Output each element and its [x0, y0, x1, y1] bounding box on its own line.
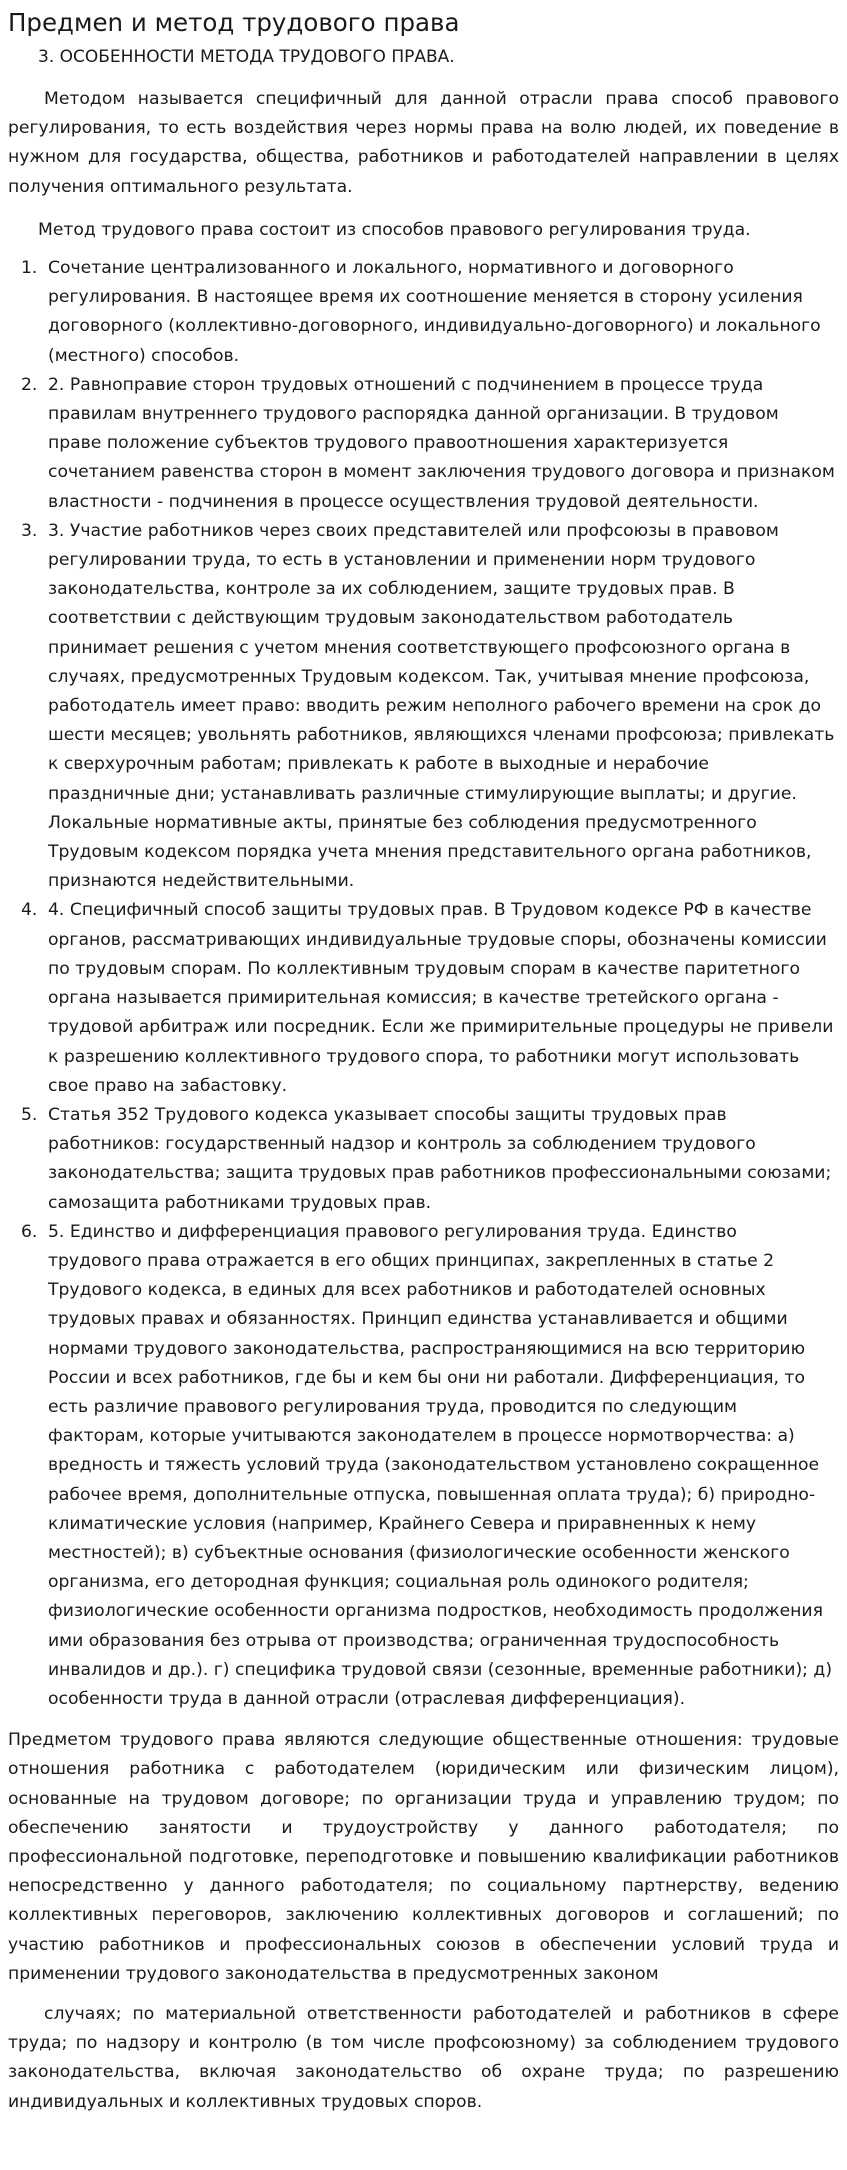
list-item-text: Сочетание централизованного и локального, нормативного и договорного регулирования. В настоящее время их соотношение меняется в сторону усиления договорного (коллективно-договорного, индивидуально-договорного) и локального (местного) способов. — [48, 258, 821, 366]
list-item-number: 6. — [21, 1221, 38, 1242]
list-item-text: 5. Единство и дифференциация правового регулирования труда. Единство трудового права отражается в его общих принципах, закрепленных в статье 2 Трудового кодекса, в единых для всех работников и работодателей основных трудовых правах и обязанностях. Принцип единства устанавливается и общими нормами трудового законодательства, распространяющимися на всю территорию России и всех работников, где бы и кем бы они ни работали. Дифференциация, то есть различие правового регулирования труда, проводится по следующим факторам, которые учитываются законодателем в процессе нормотворчества: а) вредность и тяжесть условий труда (законодательством установлено сокращенное рабочее время, дополнительные отпуска, повышенная оплата труда); б) природно-климатические условия (например, Крайнего Севера и приравненных к нему местностей); в) субъектные основания (физиологические особенности женского организма, его детородная функция; социальная роль одинокого родителя; физиологические особенности организма подростков, необходимость продолжения ими образования без отрыва от производства; ограниченная трудоспособность инвалидов и др.). г) специфика трудовой связи (сезонные, временные работники); д) особенности труда в данной отрасли (отраслевая дифференциация). — [48, 1221, 833, 1709]
list-item-number: 5. — [21, 1104, 38, 1125]
method-intro-paragraph: Метод трудового права состоит из способов правового регулирования труда. — [38, 219, 751, 240]
list-item — [8, 254, 839, 371]
list-item-text: Статья 352 Трудового кодекса указывает способы защиты трудовых прав работников: государственный надзор и контроль за соблюдением трудового законодательства; защита трудовых прав работников профессиональными союзами; самозащита работниками трудовых прав. — [48, 1104, 832, 1213]
list-item-text: 2. Равноправие сторон трудовых отношений с подчинением в процессе труда правилам внутреннего трудового распорядка данной организации. В трудовом праве положение субъектов трудового правоотношения характеризуется сочетанием равенства сторон в момент заключения трудового договора и признаком властности - подчинения в процессе осуществления трудовой деятельности. — [48, 374, 835, 512]
list-item-number: 2. — [21, 374, 38, 395]
list-item-number: 1. — [21, 258, 38, 279]
list-item-number: 3. — [21, 520, 38, 541]
list-item-number: 4. — [21, 900, 38, 921]
section-heading: 3. ОСОБЕННОСТИ МЕТОДА ТРУДОВОГО ПРАВА. — [38, 47, 455, 67]
list-item — [8, 517, 839, 897]
intro-paragraph: Методом называется специфичный для данной отрасли права способ правового регулирования, то есть воздействия через нормы права на волю людей, их поведение в нужном для государства, общества, работников и работодателей направлении в целях получения оптимального результата. — [8, 89, 839, 197]
cases-paragraph: случаях; по материальной ответственности работодателей и работников в сфере труда; по надзору и контролю (в том числе профсоюзному) за соблюдением трудового законодательства, включая законодательство об охране труда; по разрешению индивидуальных и коллективных трудовых споров. — [8, 2004, 839, 2112]
methods-list — [8, 254, 839, 1714]
list-item-text: 4. Специфичный способ защиты трудовых прав. В Трудовом кодексе РФ в качестве органов, рассматривающих индивидуальные трудовые споры, обозначены комиссии по трудовым спорам. По коллективным трудовым спорам в качестве паритетного органа называется примирительная комиссия; в качестве третейского органа - трудовой арбитраж или посредник. Если же примирительные процедуры не привели к разрешению коллективного трудового спора, то работники могут использовать свое право на забастовку. — [48, 900, 834, 1096]
list-item — [8, 1101, 839, 1218]
list-item — [8, 896, 839, 1100]
page-title: Предмеn и метод трудового права — [8, 8, 460, 37]
subject-paragraph: Предметом трудового права являются следующие общественные отношения: трудовые отношения работника с работодателем (юридическим или физическим лицом), основанные на трудовом договоре; по организации труда и управлению трудом; по обеспечению занятости и трудоустройству у данного работодателя; по профессиональной подготовке, переподготовке и повышению квалификации работников непосредственно у данного работодателя; по социальному партнерству, ведению коллективных переговоров, заключению коллективных договоров и соглашений; по участию работников и профессиональных союзов в обеспечении условий труда и применении трудового законодательства в предусмотренных законом — [8, 1730, 839, 1984]
list-item-text: 3. Участие работников через своих представителей или профсоюзы в правовом регулировании труда, то есть в установлении и применении норм трудового законодательства, контроле за их соблюдением, защите трудовых прав. В соответствии с действующим трудовым законодательством работодатель принимает решения с учетом мнения соответствующего профсоюзного органа в случаях, предусмотренных Трудовым кодексом. Так, учитывая мнение профсоюза, работодатель имеет право: вводить режим неполного рабочего времени на срок до шести месяцев; увольнять работников, являющихся членами профсоюза; привлекать к сверхурочным работам; привлекать к работе в выходные и нерабочие праздничные дни; устанавливать различные стимулирующие выплаты; и другие. Локальные нормативные акты, принятые без соблюдения предусмотренного Трудовым кодексом порядка учета мнения представительного органа работников, признаются недействительными. — [48, 520, 835, 892]
list-item — [8, 1218, 839, 1714]
list-item — [8, 371, 839, 517]
